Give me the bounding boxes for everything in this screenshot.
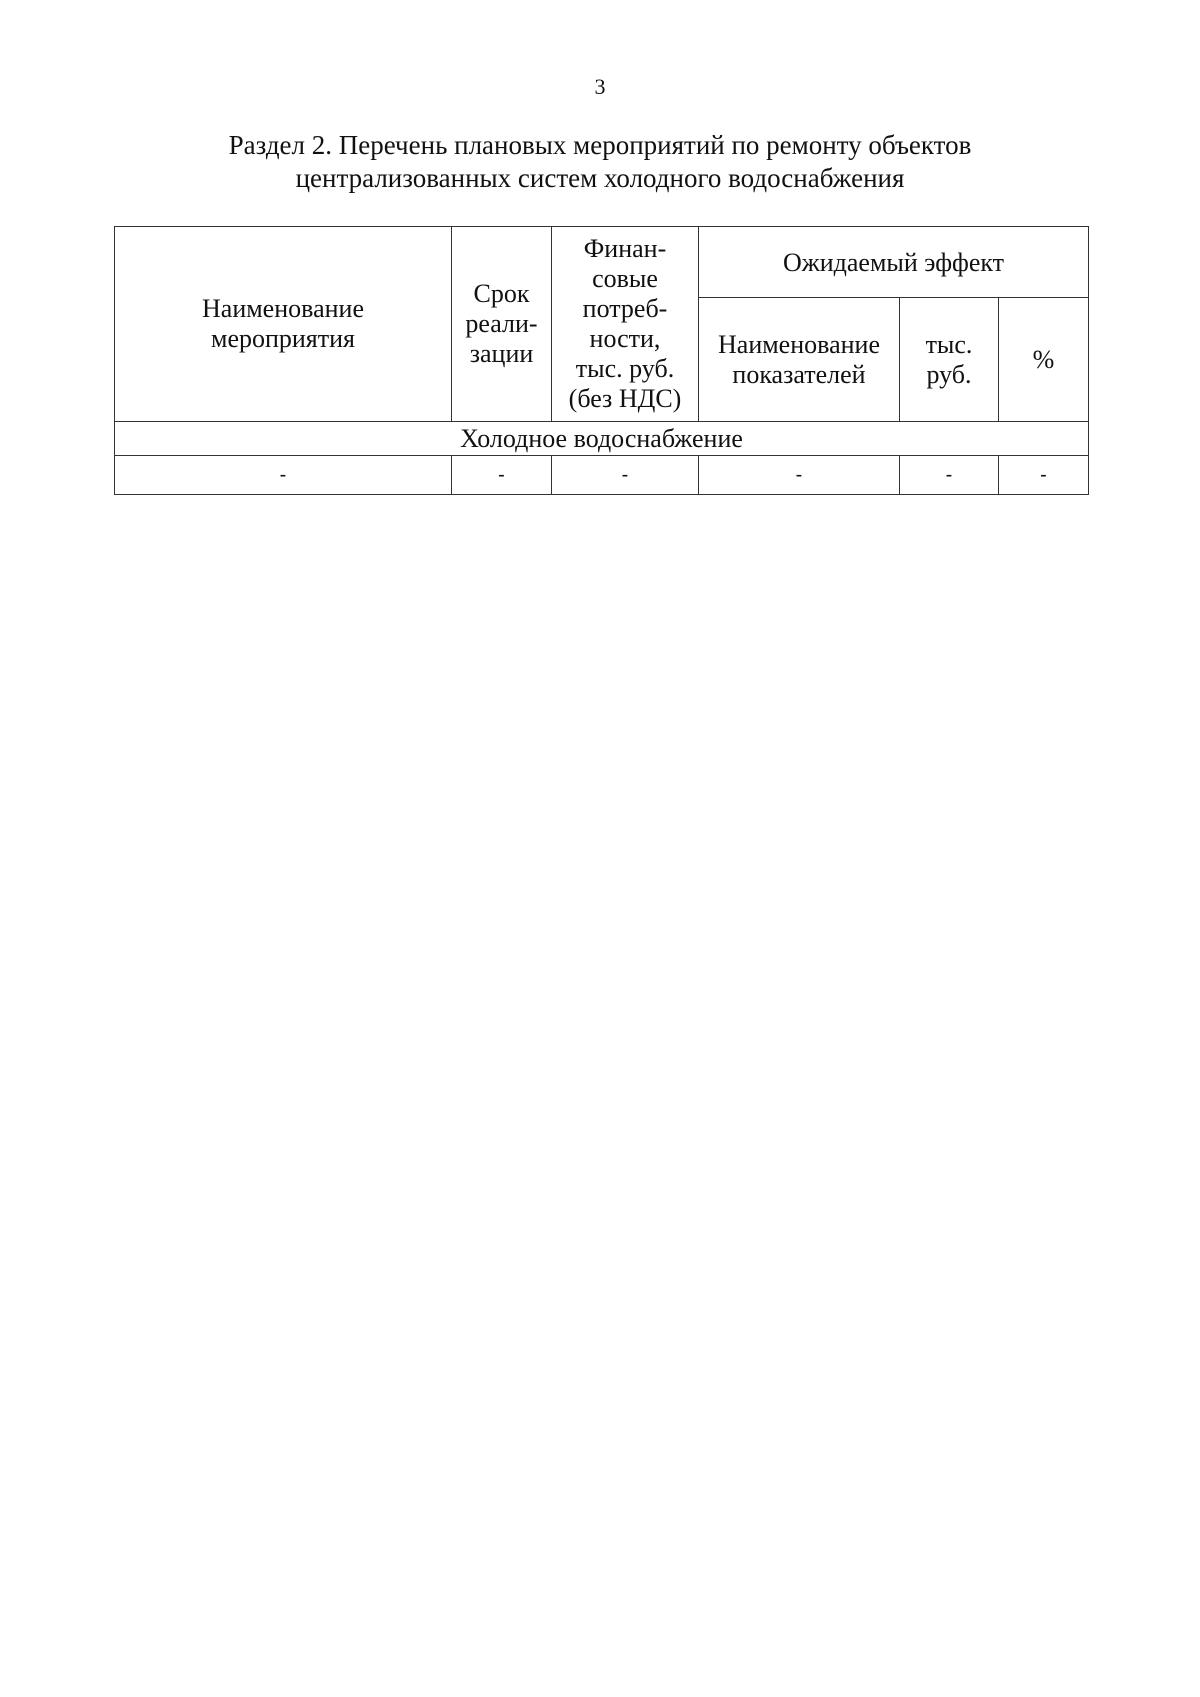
header-activity-name bbox=[115, 227, 452, 422]
header-thousand-line: тыс. bbox=[925, 329, 973, 359]
section-title-line-1: Раздел 2. Перечень плановых мероприятий по ремонту объектов bbox=[228, 130, 972, 160]
group-label: Холодное водоснабжение bbox=[115, 422, 1089, 456]
header-finance-line: ности, bbox=[589, 324, 661, 353]
cell-thousand-rubles: - bbox=[900, 456, 999, 495]
header-finance-line: Финан- bbox=[583, 234, 667, 263]
header-indicator-name bbox=[699, 298, 900, 422]
cell-activity-name: - bbox=[115, 456, 452, 495]
page-number: 3 bbox=[594, 74, 606, 99]
header-finance-line: тыс. руб. bbox=[575, 354, 675, 383]
header-thousand-rubles bbox=[900, 298, 999, 422]
cell-financial-needs: - bbox=[552, 456, 699, 495]
header-expected-effect: Ожидаемый эффект bbox=[699, 227, 1089, 298]
section-title-line-2: централизованных систем холодного водоснабжения bbox=[295, 163, 905, 193]
header-activity-name-line: Наименование bbox=[202, 294, 364, 323]
header-implementation-term bbox=[452, 227, 552, 422]
header-indicator-line: показателей bbox=[732, 359, 866, 389]
header-percent: % bbox=[999, 298, 1089, 422]
cell-percent: - bbox=[999, 456, 1089, 495]
header-activity-name-line: мероприятия bbox=[210, 324, 355, 353]
cell-term: - bbox=[452, 456, 552, 495]
section-title bbox=[100, 129, 1100, 195]
group-row-cold-water bbox=[115, 422, 1089, 456]
header-finance-line: (без НДС) bbox=[568, 384, 682, 413]
header-term-line: реали- bbox=[465, 309, 538, 338]
header-thousand-line: руб. bbox=[926, 359, 972, 389]
header-row-top bbox=[115, 227, 1089, 298]
header-finance-line: потреб- bbox=[582, 294, 668, 323]
header-term-line: Срок bbox=[473, 279, 530, 308]
table-row bbox=[115, 456, 1089, 495]
header-term-line: зации bbox=[469, 339, 534, 368]
planned-activities-table bbox=[114, 226, 1089, 495]
header-finance-line: совые bbox=[592, 264, 658, 293]
cell-indicator-name: - bbox=[699, 456, 900, 495]
header-financial-needs bbox=[552, 227, 699, 422]
header-indicator-line: Наименование bbox=[718, 329, 880, 359]
